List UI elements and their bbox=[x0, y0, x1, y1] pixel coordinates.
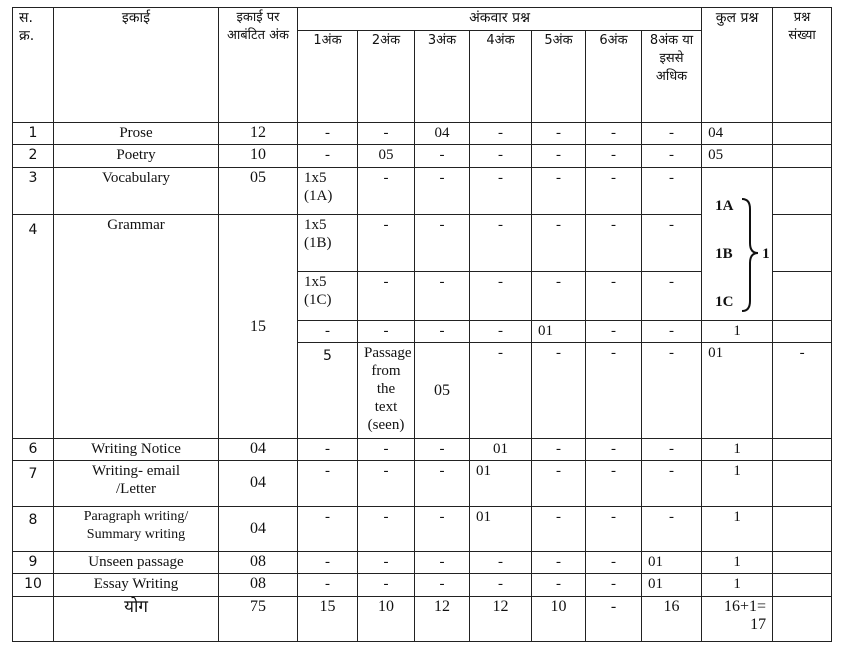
row-cell: - bbox=[298, 122, 358, 145]
row-question-count bbox=[773, 438, 832, 461]
row-sno: 4 bbox=[13, 215, 54, 439]
row-total: 1 bbox=[702, 438, 773, 461]
totals-cell: 12 bbox=[470, 596, 532, 641]
row-cell: - bbox=[470, 271, 532, 320]
row-cell: - bbox=[532, 461, 586, 506]
row-marks: 04 bbox=[219, 506, 298, 551]
table-row bbox=[13, 574, 832, 597]
header-unit: इकाई bbox=[54, 8, 219, 123]
row-cell: - bbox=[298, 320, 358, 343]
row-cell: - bbox=[470, 574, 532, 597]
row-unit: Essay Writing bbox=[54, 574, 219, 597]
header-mark-col: 6अंक bbox=[586, 30, 642, 122]
row-cell: 1x5 (1A) bbox=[298, 168, 358, 215]
row-sno: 6 bbox=[13, 438, 54, 461]
table-row bbox=[13, 122, 832, 145]
row-question-count bbox=[773, 461, 832, 506]
row-cell: 01 bbox=[532, 320, 586, 343]
row-cell: - bbox=[586, 343, 642, 438]
row-total: 1 bbox=[702, 551, 773, 574]
table-row bbox=[13, 506, 832, 551]
header-total-questions: कुल प्रश्न bbox=[702, 8, 773, 123]
row-total: 1 bbox=[702, 506, 773, 551]
row-cell: - bbox=[358, 271, 415, 320]
row-cell: - bbox=[415, 551, 470, 574]
totals-cell: 10 bbox=[532, 596, 586, 641]
row-cell: 01 bbox=[470, 461, 532, 506]
table-row bbox=[13, 551, 832, 574]
row-sno: 7 bbox=[13, 461, 54, 506]
row-question-count bbox=[773, 122, 832, 145]
row-cell: - bbox=[586, 145, 642, 168]
row-sno: 10 bbox=[13, 574, 54, 597]
header-mark-col: 1अंक bbox=[298, 30, 358, 122]
row-marks: 05 bbox=[219, 168, 298, 215]
totals-cell: 10 bbox=[358, 596, 415, 641]
row-unit: Vocabulary bbox=[54, 168, 219, 215]
table-row bbox=[13, 168, 832, 215]
row-cell: - bbox=[532, 551, 586, 574]
row-cell: - bbox=[642, 461, 702, 506]
row-cell: - bbox=[586, 271, 642, 320]
brace-label-1b: 1B bbox=[715, 246, 733, 263]
brace-value: 1 bbox=[762, 246, 770, 263]
row-cell: - bbox=[415, 574, 470, 597]
row-unit: Writing- email /Letter bbox=[54, 461, 219, 506]
row-cell: - bbox=[642, 122, 702, 145]
row-cell: 01 bbox=[470, 438, 532, 461]
totals-cell: 16 bbox=[642, 596, 702, 641]
row-cell: 01 bbox=[642, 551, 702, 574]
row-question-count bbox=[773, 574, 832, 597]
row-cell: - bbox=[415, 215, 470, 271]
row-total: 1 bbox=[702, 574, 773, 597]
row-total: 05 bbox=[702, 145, 773, 168]
row-cell: - bbox=[586, 574, 642, 597]
row-cell: - bbox=[532, 574, 586, 597]
row-unit: Unseen passage bbox=[54, 551, 219, 574]
row-cell: - bbox=[642, 320, 702, 343]
row-unit: Grammar bbox=[54, 215, 219, 439]
row-marks: 15 bbox=[219, 215, 298, 439]
row-marks: 10 bbox=[219, 145, 298, 168]
row-cell: - bbox=[470, 215, 532, 271]
row-total: 1 bbox=[702, 320, 773, 343]
row-cell: - bbox=[415, 168, 470, 215]
row-unit: Paragraph writing/ Summary writing bbox=[54, 506, 219, 551]
brace-label-1a: 1A bbox=[715, 198, 734, 215]
row-cell: - bbox=[642, 343, 702, 438]
row-cell: - bbox=[358, 215, 415, 271]
row-marks: 12 bbox=[219, 122, 298, 145]
row-cell: - bbox=[532, 168, 586, 215]
row-cell: - bbox=[532, 122, 586, 145]
totals-question-count bbox=[773, 596, 832, 641]
row-cell: - bbox=[773, 343, 832, 438]
row-cell: - bbox=[470, 145, 532, 168]
row-cell: - bbox=[470, 551, 532, 574]
header-markwise: अंकवार प्रश्न bbox=[298, 8, 702, 31]
totals-cell: 12 bbox=[415, 596, 470, 641]
row-cell: - bbox=[298, 438, 358, 461]
row-cell: - bbox=[532, 271, 586, 320]
row-cell: 01 bbox=[642, 574, 702, 597]
header-mark-col: 2अंक bbox=[358, 30, 415, 122]
row-total: 04 bbox=[702, 122, 773, 145]
row-cell: - bbox=[298, 574, 358, 597]
totals-cell: 15 bbox=[298, 596, 358, 641]
row-cell: - bbox=[586, 461, 642, 506]
row-unit: Prose bbox=[54, 122, 219, 145]
curly-brace-icon bbox=[740, 169, 762, 315]
row-cell: - bbox=[532, 145, 586, 168]
totals-sno bbox=[13, 596, 54, 641]
totals-total: 16+1= 17 bbox=[702, 596, 773, 641]
header-mark-col: 4अंक bbox=[470, 30, 532, 122]
row-cell: - bbox=[415, 438, 470, 461]
row-cell: - bbox=[358, 122, 415, 145]
row-cell: - bbox=[358, 574, 415, 597]
row-cell: - bbox=[642, 438, 702, 461]
row-cell: - bbox=[415, 271, 470, 320]
row-sno: 3 bbox=[13, 168, 54, 215]
row-cell: 01 bbox=[470, 506, 532, 551]
row-marks: 04 bbox=[219, 438, 298, 461]
row-cell: - bbox=[642, 506, 702, 551]
row-cell: - bbox=[532, 343, 586, 438]
grouped-total-cell bbox=[702, 168, 773, 321]
row-cell: - bbox=[532, 506, 586, 551]
row-marks: 08 bbox=[219, 551, 298, 574]
row-cell: - bbox=[415, 320, 470, 343]
row-cell: - bbox=[586, 320, 642, 343]
row-cell: - bbox=[586, 122, 642, 145]
row-question-count bbox=[773, 551, 832, 574]
row-cell: - bbox=[415, 461, 470, 506]
row-cell: - bbox=[642, 215, 702, 271]
row-sno: 5 bbox=[298, 343, 358, 438]
header-mark-col: 5अंक bbox=[532, 30, 586, 122]
row-cell: - bbox=[642, 145, 702, 168]
row-cell: - bbox=[415, 145, 470, 168]
row-cell: - bbox=[586, 551, 642, 574]
row-cell: - bbox=[586, 168, 642, 215]
row-unit: Poetry bbox=[54, 145, 219, 168]
row-question-count bbox=[773, 506, 832, 551]
header-question-count: प्रश्न संख्या bbox=[773, 8, 832, 123]
row-cell: - bbox=[415, 506, 470, 551]
row-sno: 8 bbox=[13, 506, 54, 551]
row-marks: 04 bbox=[219, 461, 298, 506]
row-cell: - bbox=[470, 343, 532, 438]
row-question-count bbox=[773, 215, 832, 271]
row-total: 1 bbox=[702, 461, 773, 506]
row-cell: - bbox=[358, 438, 415, 461]
row-cell: - bbox=[358, 551, 415, 574]
row-cell: 01 bbox=[702, 343, 773, 438]
blueprint-table bbox=[12, 7, 832, 642]
row-question-count bbox=[773, 271, 832, 320]
row-cell: - bbox=[470, 168, 532, 215]
row-cell: - bbox=[358, 461, 415, 506]
table-row bbox=[13, 461, 832, 506]
row-cell: 05 bbox=[358, 145, 415, 168]
row-question-count bbox=[773, 145, 832, 168]
totals-label: योग bbox=[54, 596, 219, 641]
row-question-count bbox=[773, 168, 832, 215]
header-sno: स. क्र. bbox=[13, 8, 54, 123]
row-cell: - bbox=[642, 168, 702, 215]
row-cell: - bbox=[586, 215, 642, 271]
row-cell: - bbox=[298, 461, 358, 506]
row-sno: 2 bbox=[13, 145, 54, 168]
row-cell: 1x5 (1B) bbox=[298, 215, 358, 271]
row-cell: 1x5 (1C) bbox=[298, 271, 358, 320]
header-mark-col: 3अंक bbox=[415, 30, 470, 122]
row-cell: - bbox=[532, 438, 586, 461]
header-unit-marks: इकाई पर आबंटित अंक bbox=[219, 8, 298, 123]
row-cell: - bbox=[470, 122, 532, 145]
row-cell: - bbox=[532, 215, 586, 271]
row-marks: 05 bbox=[415, 343, 470, 438]
row-sno: 9 bbox=[13, 551, 54, 574]
row-cell: - bbox=[642, 271, 702, 320]
brace-label-1c: 1C bbox=[715, 294, 734, 311]
table-row bbox=[13, 438, 832, 461]
row-cell: - bbox=[358, 320, 415, 343]
totals-cell: - bbox=[586, 596, 642, 641]
row-cell: - bbox=[298, 551, 358, 574]
header-row-1 bbox=[13, 8, 832, 31]
row-cell: - bbox=[470, 320, 532, 343]
totals-marks: 75 bbox=[219, 596, 298, 641]
row-question-count bbox=[773, 320, 832, 343]
row-cell: - bbox=[358, 506, 415, 551]
row-cell: 04 bbox=[415, 122, 470, 145]
row-unit: Writing Notice bbox=[54, 438, 219, 461]
totals-row bbox=[13, 596, 832, 641]
row-unit: Passage from the text (seen) bbox=[358, 343, 415, 438]
table-row bbox=[13, 145, 832, 168]
row-marks: 08 bbox=[219, 574, 298, 597]
header-mark-col: 8अंक या इससे अधिक bbox=[642, 30, 702, 122]
row-cell: - bbox=[298, 145, 358, 168]
row-cell: - bbox=[586, 438, 642, 461]
row-cell: - bbox=[298, 506, 358, 551]
row-cell: - bbox=[358, 168, 415, 215]
row-sno: 1 bbox=[13, 122, 54, 145]
row-cell: - bbox=[586, 506, 642, 551]
